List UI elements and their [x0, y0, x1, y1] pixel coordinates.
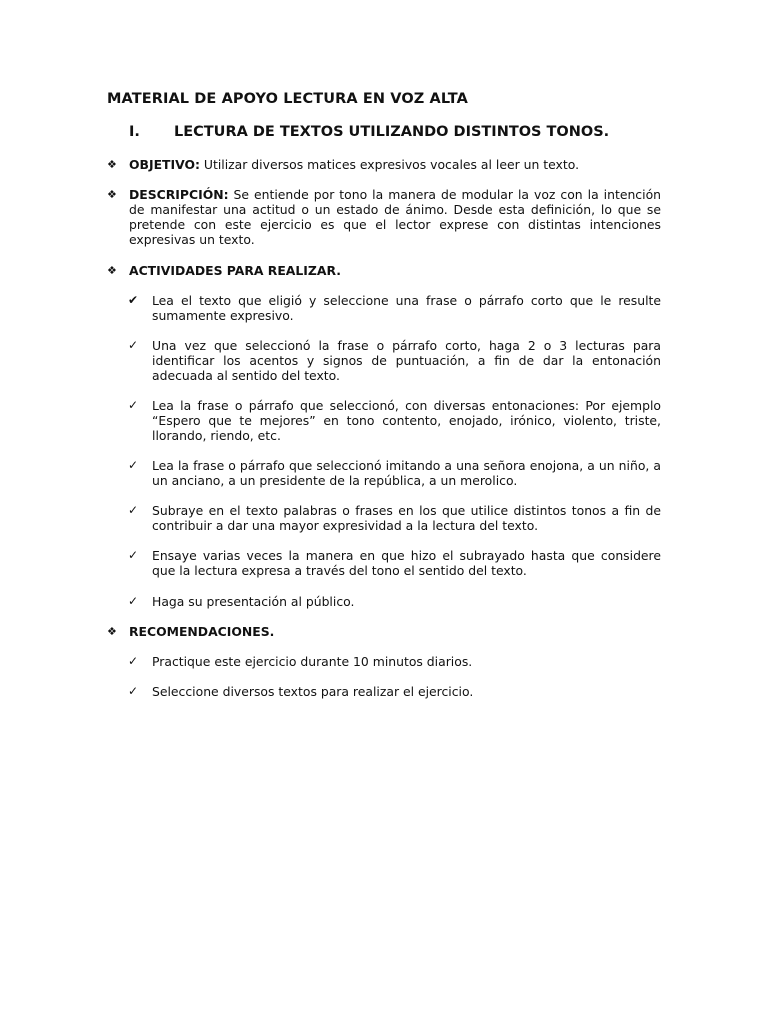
recomendaciones-heading [129, 624, 661, 639]
checkmark-icon: ✓ [128, 654, 139, 668]
list-item-text: Seleccione diversos textos para realizar el ejercicio. [152, 684, 474, 699]
section-title: LECTURA DE TEXTOS UTILIZANDO DISTINTOS TONOS. [174, 124, 610, 140]
list-item [128, 503, 661, 533]
list-item [128, 293, 661, 323]
section-heading [129, 124, 669, 140]
diamond-bullet-icon: ❖ [107, 264, 117, 277]
list-item [128, 548, 661, 578]
descripcion-label: DESCRIPCIÓN: [129, 187, 229, 202]
list-item [128, 594, 661, 609]
list-item-text: Lea el texto que eligió y seleccione una frase o párrafo corto que le resulte sumamente expresivo. [152, 293, 661, 323]
checkmark-icon: ✓ [128, 503, 139, 517]
list-item [128, 654, 661, 669]
document-title: MATERIAL DE APOYO LECTURA EN VOZ ALTA [107, 91, 468, 107]
actividades-heading [129, 263, 661, 278]
list-item-text: Lea la frase o párrafo que seleccionó, con diversas entonaciones: Por ejemplo “Espero que te mejores” en tono contento, enojado, irónico, violento, triste, llorando, riendo, etc. [152, 398, 661, 443]
checkmark-icon: ✔ [128, 293, 139, 307]
list-item [128, 398, 661, 443]
list-item-text: Subraye en el texto palabras o frases en los que utilice distintos tonos a fin de contribuir a dar una mayor expresividad a la lectura del texto. [152, 503, 661, 533]
diamond-bullet-icon: ❖ [107, 188, 117, 201]
actividades-block [107, 263, 661, 278]
section-number: I. [129, 124, 140, 140]
list-item-text: Una vez que seleccionó la frase o párrafo corto, haga 2 o 3 lecturas para identificar los acentos y signos de puntuación, a fin de dar la entonación adecuada al sentido del texto. [152, 338, 661, 383]
actividades-label: ACTIVIDADES PARA REALIZAR. [129, 263, 341, 278]
objetivo-label: OBJETIVO: [129, 157, 200, 172]
checkmark-icon: ✓ [128, 338, 139, 352]
checkmark-icon: ✓ [128, 458, 139, 472]
descripcion-block [107, 187, 661, 247]
list-item [128, 684, 661, 699]
recomendaciones-label: RECOMENDACIONES. [129, 624, 275, 639]
descripcion-body: Se entiende por tono la manera de modular la voz con la intención de manifestar una actitud o un estado de ánimo. Desde esta definición, lo que se pretende con este ejercicio es que el lector exprese con distintas intenciones expresivas un texto. [129, 187, 661, 247]
list-item [128, 338, 661, 383]
list-item-text: Haga su presentación al público. [152, 594, 355, 609]
checkmark-icon: ✓ [128, 594, 139, 608]
checkmark-icon: ✓ [128, 398, 139, 412]
recomendaciones-block [107, 624, 661, 639]
checkmark-icon: ✓ [128, 684, 139, 698]
descripcion-text [129, 187, 661, 247]
list-item [128, 458, 661, 488]
list-item-text: Practique este ejercicio durante 10 minutos diarios. [152, 654, 473, 669]
diamond-bullet-icon: ❖ [107, 158, 117, 171]
objetivo-text [129, 157, 661, 172]
list-item-text: Ensaye varias veces la manera en que hizo el subrayado hasta que considere que la lectura expresa a través del tono el sentido del texto. [152, 548, 661, 578]
objetivo-body: Utilizar diversos matices expresivos vocales al leer un texto. [199, 157, 580, 172]
checkmark-icon: ✓ [128, 548, 139, 562]
diamond-bullet-icon: ❖ [107, 625, 117, 638]
list-item-text: Lea la frase o párrafo que seleccionó imitando a una señora enojona, a un niño, a un anciano, a un presidente de la república, a un merolico. [152, 458, 661, 488]
objetivo-block [107, 157, 661, 172]
